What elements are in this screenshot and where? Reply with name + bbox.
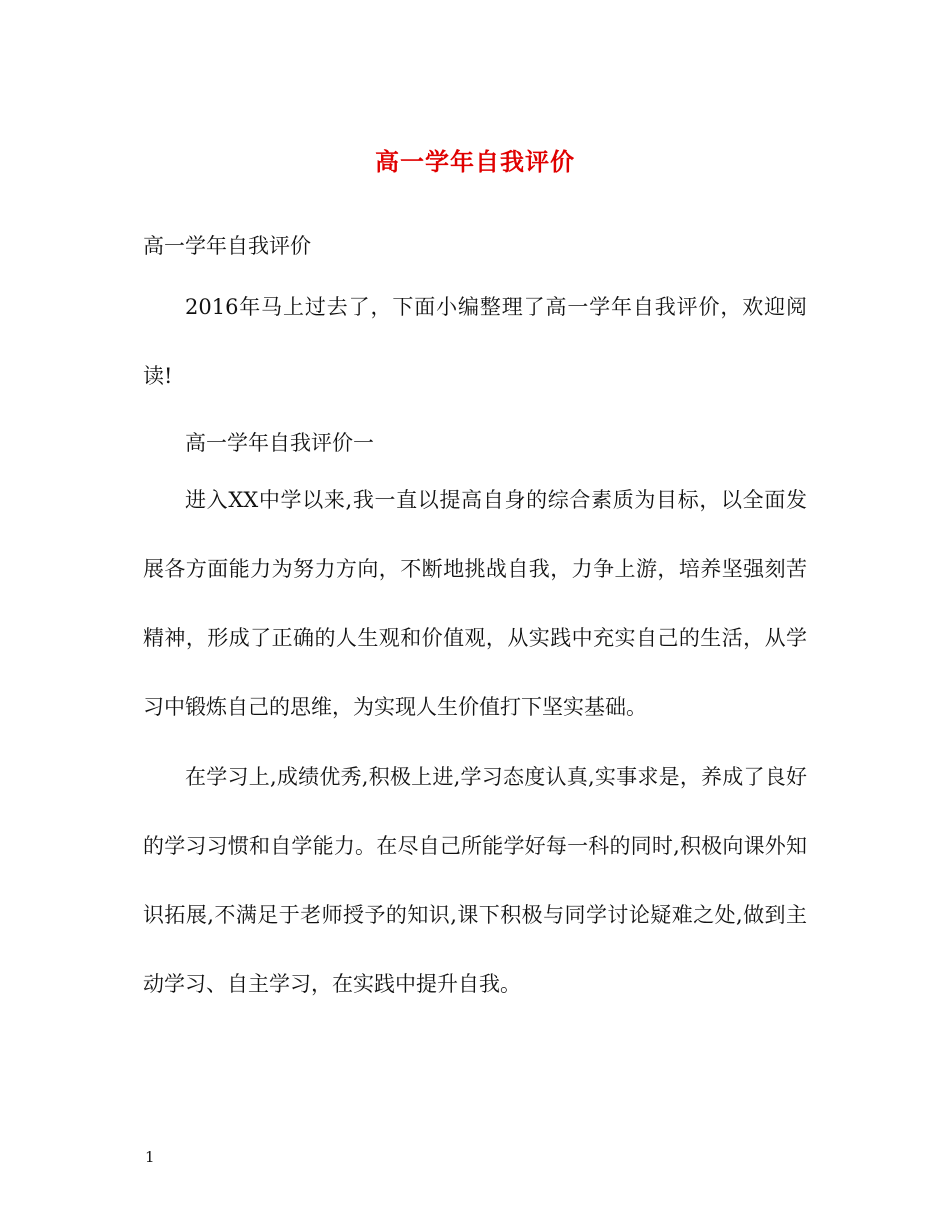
document-subtitle: 高一学年自我评价 bbox=[143, 234, 311, 258]
section-heading: 高一学年自我评价一 bbox=[185, 431, 374, 455]
document-title: 高一学年自我评价 bbox=[375, 147, 575, 176]
body-paragraph-2: 在学习上,成绩优秀,积极上进,学习态度认真,实事求是，养成了良好的学习习惯和自学能力。在尽自己所能学好每一科的同时,积极向课外知识拓展,不满足于老师授予的知识,课下积极与同学讨论疑难之处,做到主动学习、自主学习，在实践中提升自我。 bbox=[143, 765, 807, 996]
body-paragraph-1: 进入XX中学以来,我一直以提高自身的综合素质为目标，以全面发展各方面能力为努力方向，不断地挑战自我，力争上游，培养坚强刻苦精神，形成了正确的人生观和价值观，从实践中充实自己的生活，从学习中锻炼自己的思维，为实现人生价值打下坚实基础。 bbox=[143, 488, 807, 719]
page-number: 1 bbox=[145, 1148, 155, 1166]
intro-paragraph: 2016年马上过去了，下面小编整理了高一学年自我评价，欢迎阅读! bbox=[143, 295, 807, 388]
